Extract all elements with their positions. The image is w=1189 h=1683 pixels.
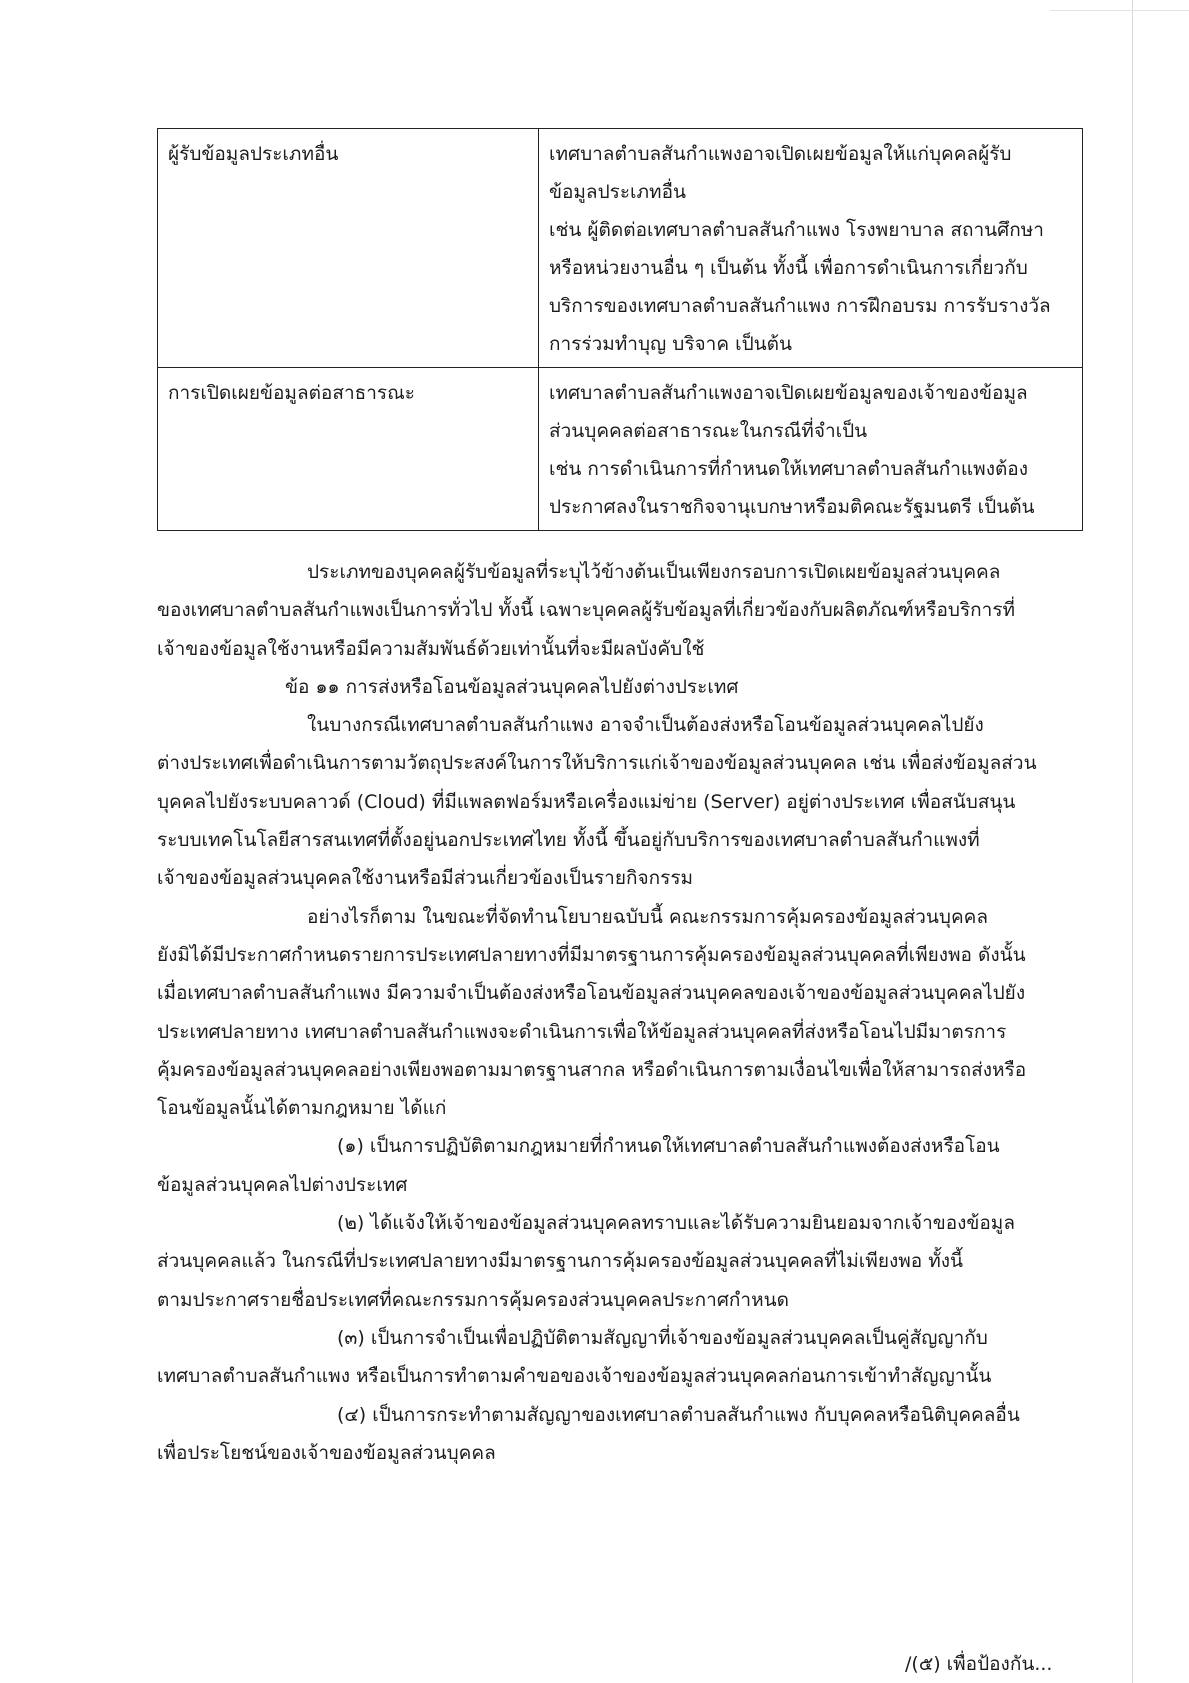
paragraph-line: เมื่อเทศบาลตำบลสันกำแพง มีความจำเป็นต้องส่งหรือโอนข้อมูลส่วนบุคคลของเจ้าของข้อมูลส่วนบุคคลไปยัง (157, 982, 1026, 1005)
row-text-line: ประกาศลงในราชกิจจานุเบกษาหรือมติคณะรัฐมนตรี เป็นต้น (549, 496, 1035, 518)
row-text-line: ข้อมูลประเภทอื่น (549, 181, 686, 203)
continuation-note: /(๕) เพื่อป้องกัน... (905, 1653, 1053, 1675)
list-item-line: (๓) เป็นการจำเป็นเพื่อปฏิบัติตามสัญญาที่เจ้าของข้อมูลส่วนบุคคลเป็นคู่สัญญากับ (337, 1326, 988, 1349)
paragraph-line: ยังมิได้มีประกาศกำหนดรายการประเทศปลายทางที่มีมาตรฐานการคุ้มครองข้อมูลส่วนบุคคลที่เพียงพอ ดังนั้น (157, 943, 1026, 966)
row-text-line: เช่น ผู้ติดต่อเทศบาลตำบลสันกำแพง โรงพยาบาล สถานศึกษา (549, 219, 1044, 241)
list-item-line: (๒) ได้แจ้งให้เจ้าของข้อมูลส่วนบุคคลทราบและได้รับความยินยอมจากเจ้าของข้อมูล (337, 1212, 1015, 1235)
row-text-line: บริการของเทศบาลตำบลสันกำแพง การฝึกอบรม การรับรางวัล (549, 295, 1051, 317)
table-cell-label (158, 129, 539, 368)
paragraph-line: อย่างไรก็ตาม ในขณะที่จัดทำนโยบายฉบับนี้ คณะกรรมการคุ้มครองข้อมูลส่วนบุคคล (307, 905, 989, 928)
table-cell-description (539, 368, 1083, 531)
row-text-line: เทศบาลตำบลสันกำแพงอาจเปิดเผยข้อมูลของเจ้าของข้อมูล (549, 382, 1028, 404)
table-row (158, 129, 1083, 368)
table-row (158, 368, 1083, 531)
row-text-line: หรือหน่วยงานอื่น ๆ เป็นต้น ทั้งนี้ เพื่อการดำเนินการเกี่ยวกับ (549, 257, 1028, 279)
list-item-line: ข้อมูลส่วนบุคคลไปต่างประเทศ (157, 1173, 408, 1196)
row-text-line: เช่น การดำเนินการที่กำหนดให้เทศบาลตำบลสันกำแพงต้อง (549, 458, 1028, 480)
list-item-line: ส่วนบุคคลแล้ว ในกรณีที่ประเทศปลายทางมีมาตรฐานการคุ้มครองข้อมูลส่วนบุคคลที่ไม่เพียงพอ ทั้งนี้ (157, 1250, 963, 1273)
list-item-line: เทศบาลตำบลสันกำแพง หรือเป็นการทำตามคำขอของเจ้าของข้อมูลส่วนบุคคลก่อนการเข้าทำสัญญานั้น (157, 1365, 992, 1388)
page-edge-line-top (1050, 10, 1189, 11)
row-label: การเปิดเผยข้อมูลต่อสาธารณะ (168, 382, 415, 404)
paragraph-line: ระบบเทคโนโลยีสารสนเทศที่ตั้งอยู่นอกประเทศไทย ทั้งนี้ ขึ้นอยู่กับบริการของเทศบาลตำบลสันกำแพงที่ (157, 829, 980, 852)
table-cell-label (158, 368, 539, 531)
list-item-line: (๔) เป็นการกระทำตามสัญญาของเทศบาลตำบลสันกำแพง กับบุคคลหรือนิติบุคคลอื่น (337, 1403, 1020, 1426)
paragraph-line: โอนข้อมูลนั้นได้ตามกฎหมาย ได้แก่ (157, 1097, 447, 1120)
paragraph-line: เจ้าของข้อมูลส่วนบุคคลใช้งานหรือมีส่วนเกี่ยวข้องเป็นรายกิจกรรม (157, 867, 694, 890)
page-edge-line (1132, 0, 1133, 1683)
row-text-line: การร่วมทำบุญ บริจาค เป็นต้น (549, 333, 792, 355)
row-label: ผู้รับข้อมูลประเภทอื่น (168, 143, 339, 165)
row-text-line: เทศบาลตำบลสันกำแพงอาจเปิดเผยข้อมูลให้แก่บุคคลผู้รับ (549, 143, 1012, 165)
row-text-line: ส่วนบุคคลต่อสาธารณะในกรณีที่จำเป็น (549, 420, 868, 442)
paragraph-line: ของเทศบาลตำบลสันกำแพงเป็นการทั่วไป ทั้งนี้ เฉพาะบุคคลผู้รับข้อมูลที่เกี่ยวข้องกับผลิตภัณฑ์หรือบริการที่ (157, 599, 1016, 622)
paragraph-line: ประเทศปลายทาง เทศบาลตำบลสันกำแพงจะดำเนินการเพื่อให้ข้อมูลส่วนบุคคลที่ส่งหรือโอนไปมีมาตรการ (157, 1020, 1007, 1043)
paragraph-line: ต่างประเทศเพื่อดำเนินการตามวัตถุประสงค์ในการให้บริการแก่เจ้าของข้อมูลส่วนบุคคล เช่น เพื่อส่งข้อมูลส่วน (157, 752, 1037, 775)
paragraph-line: ในบางกรณีเทศบาลตำบลสันกำแพง อาจจำเป็นต้องส่งหรือโอนข้อมูลส่วนบุคคลไปยัง (307, 714, 984, 737)
paragraph-line: เจ้าของข้อมูลใช้งานหรือมีความสัมพันธ์ด้วยเท่านั้นที่จะมีผลบังคับใช้ (157, 637, 705, 660)
paragraph-line: ประเภทของบุคคลผู้รับข้อมูลที่ระบุไว้ข้างต้นเป็นเพียงกรอบการเปิดเผยข้อมูลส่วนบุคคล (307, 561, 1001, 583)
body-text (157, 553, 1083, 1472)
section-heading: ข้อ ๑๑ การส่งหรือโอนข้อมูลส่วนบุคคลไปยังต่างประเทศ (285, 675, 739, 698)
list-item-line: (๑) เป็นการปฏิบัติตามกฎหมายที่กำหนดให้เทศบาลตำบลสันกำแพงต้องส่งหรือโอน (337, 1135, 1000, 1158)
table-cell-description (539, 129, 1083, 368)
paragraph-line: บุคคลไปยังระบบคลาวด์ (Cloud) ที่มีแพลตฟอร์มหรือเครื่องแม่ข่าย (Server) อยู่ต่างประเทศ เพื่อสนับสนุน (157, 790, 1016, 813)
list-item-line: เพื่อประโยชน์ของเจ้าของข้อมูลส่วนบุคคล (157, 1441, 496, 1464)
paragraph-line: คุ้มครองข้อมูลส่วนบุคคลอย่างเพียงพอตามมาตรฐานสากล หรือดำเนินการตามเงื่อนไขเพื่อให้สามารถส่งหรือ (157, 1058, 1027, 1081)
list-item-line: ตามประกาศรายชื่อประเทศที่คณะกรรมการคุ้มครองส่วนบุคคลประกาศกำหนด (157, 1288, 789, 1311)
recipient-table (157, 128, 1083, 531)
